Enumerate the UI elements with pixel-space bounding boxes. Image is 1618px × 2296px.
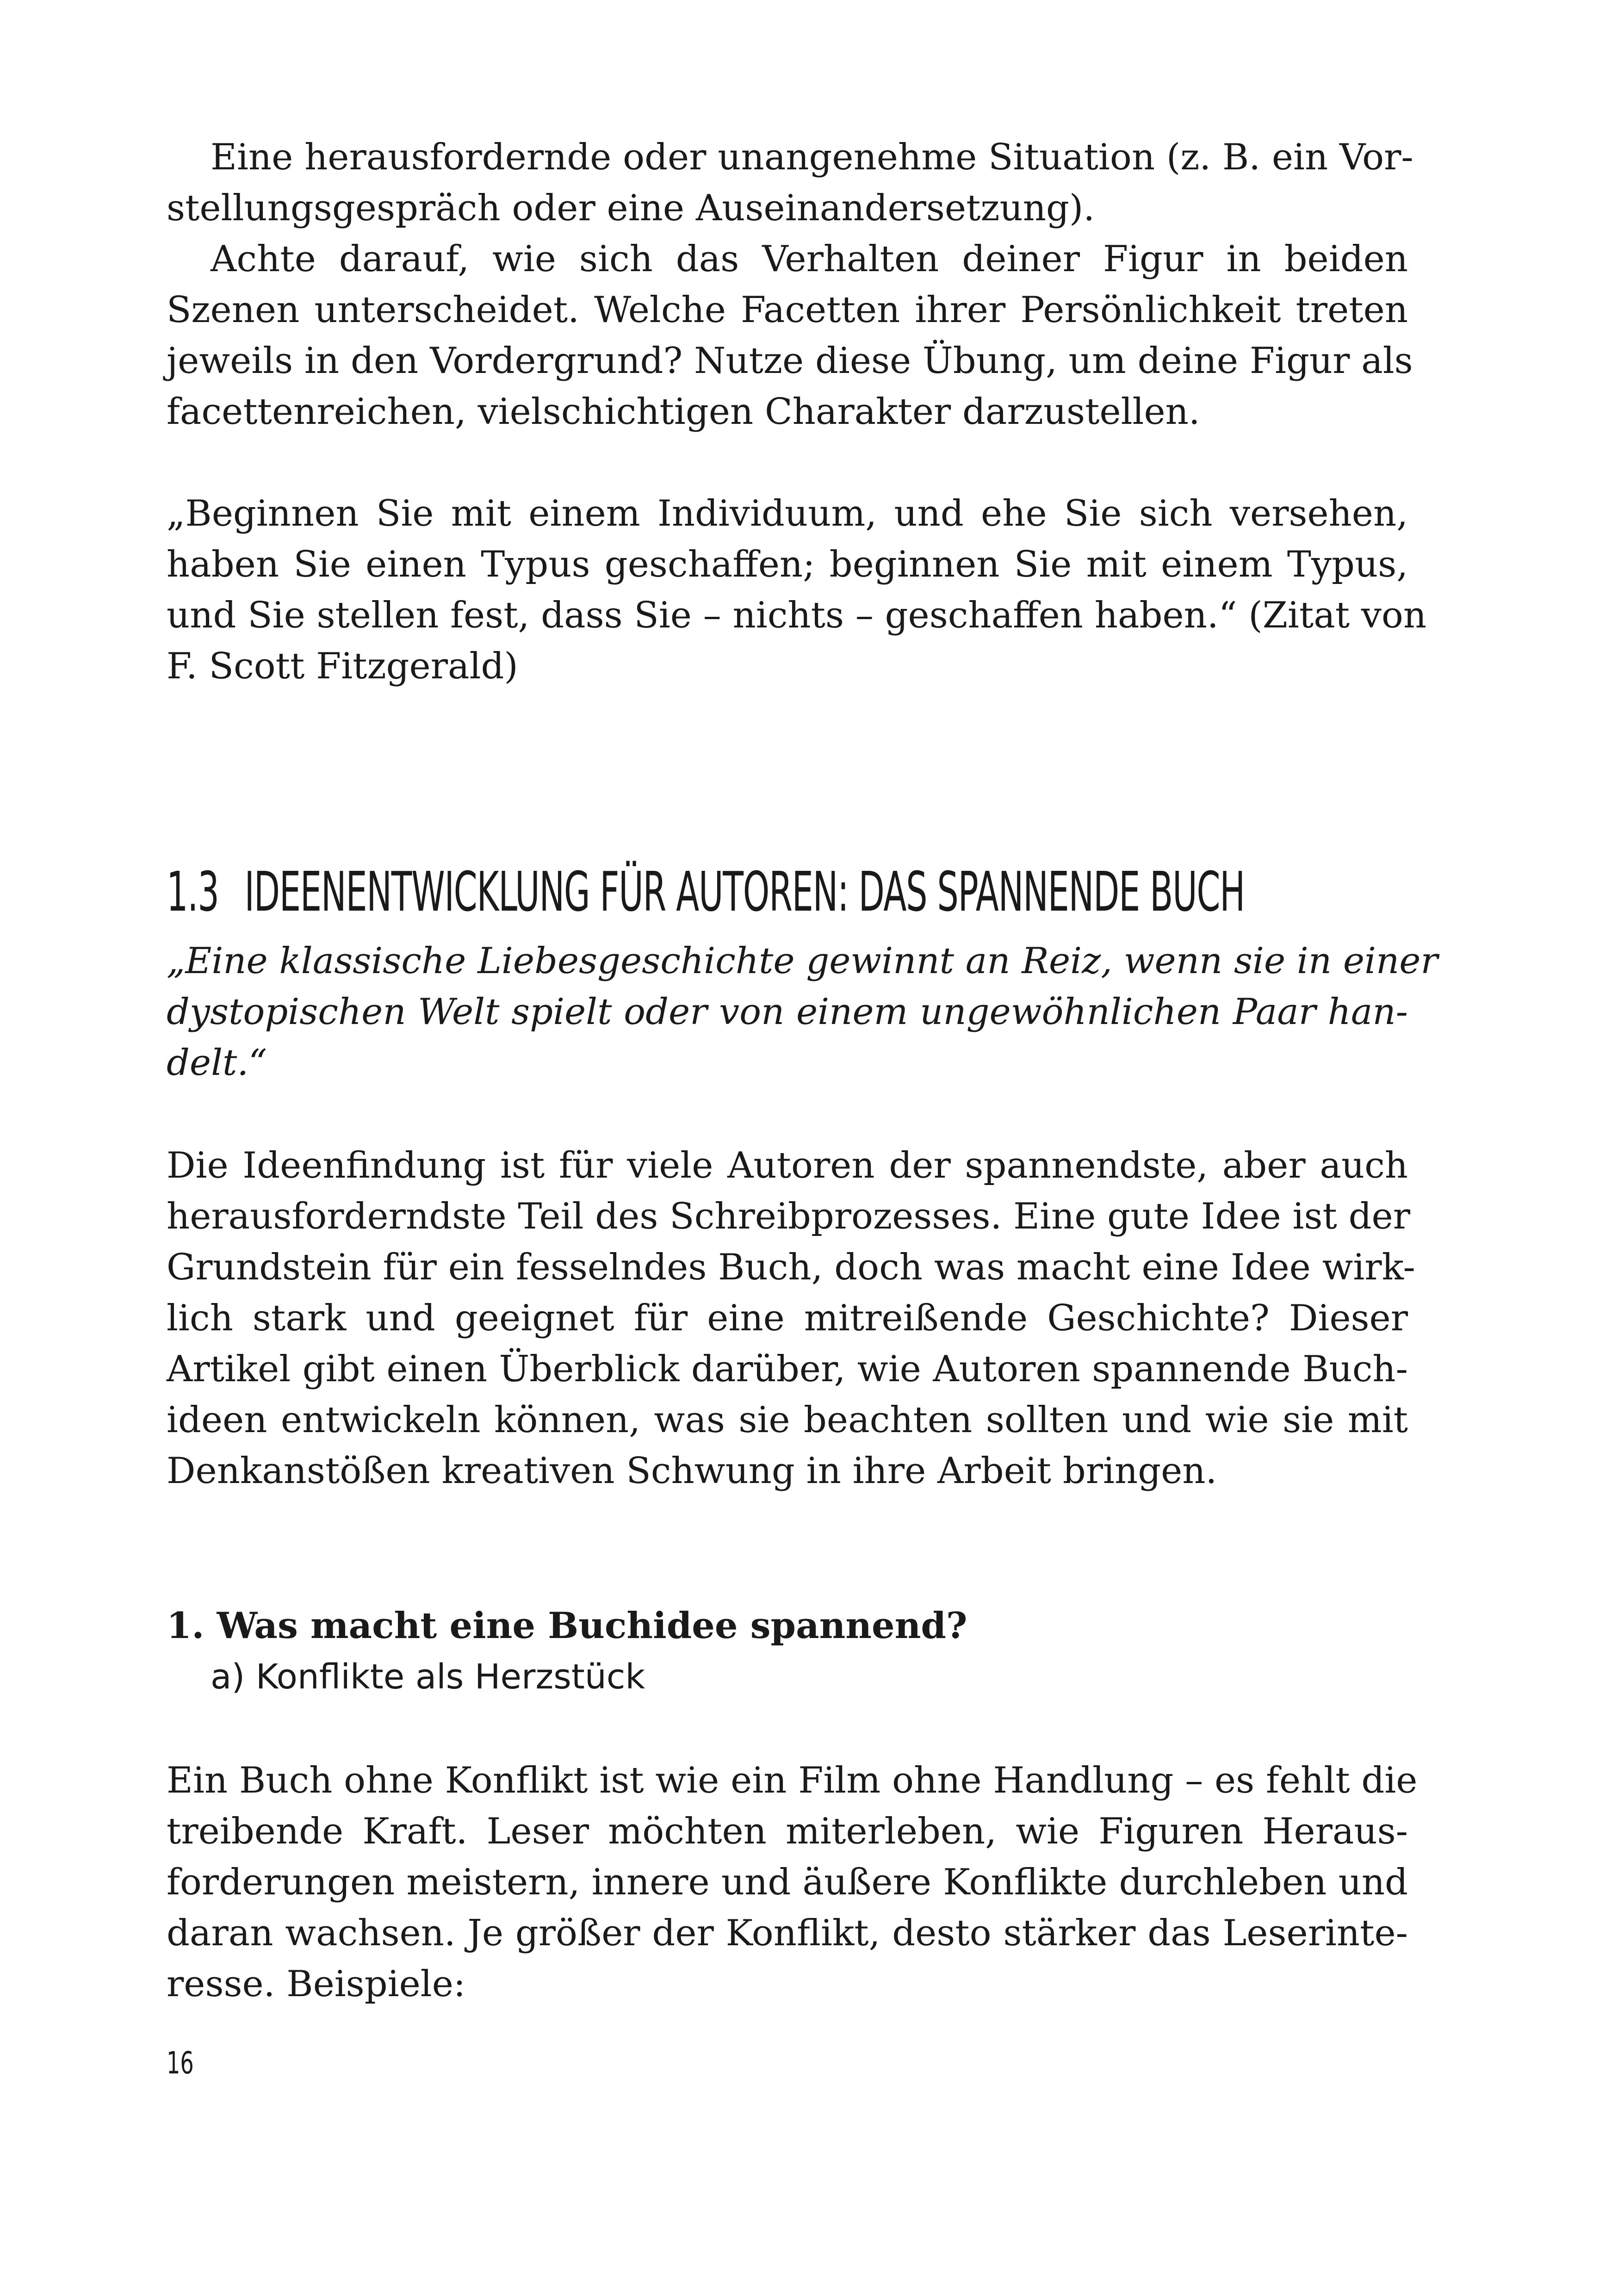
text-line: daran wachsen. Je größer der Konflikt, desto stärker das Leserinte- — [167, 1912, 1408, 1954]
text-line: stellungsgespräch oder eine Auseinandersetzung). — [167, 187, 1095, 229]
text-line: Szenen unterscheidet. Welche Facetten ihrer Persönlichkeit treten — [167, 289, 1408, 331]
text-line: haben Sie einen Typus geschaffen; beginnen Sie mit einem Typus, — [167, 544, 1408, 585]
section-title: IDEENENTWICKLUNG FÜR AUTOREN: DAS SPANNENDE BUCH — [244, 860, 1245, 924]
text-line: resse. Beispiele: — [167, 1963, 466, 2005]
paragraph-intro — [167, 1140, 1415, 1496]
text-line: „Beginnen Sie mit einem Individuum, und ehe Sie sich versehen, — [167, 493, 1408, 534]
paragraph-exercise — [167, 132, 1413, 437]
text-line: Eine herausfordernde oder unangenehme Situation (z. B. ein Vor- — [211, 137, 1413, 178]
text-line: Ein Buch ohne Konflikt ist wie ein Film ohne Handlung – es fehlt die — [167, 1760, 1418, 1801]
text-line: Artikel gibt einen Überblick darüber, wie Autoren spannende Buch- — [167, 1348, 1408, 1390]
text-line: Achte darauf, wie sich das Verhalten deiner Figur in beiden — [211, 238, 1408, 280]
text-line: Die Ideenfindung ist für viele Autoren der spannendste, aber auch — [167, 1145, 1408, 1186]
subpoint-label: a) Konflikte als Herzstück — [211, 1657, 645, 1697]
text-line: treibende Kraft. Leser möchten miterleben, wie Figuren Heraus- — [167, 1811, 1408, 1852]
paragraph-conflict — [167, 1755, 1418, 2010]
epigraph — [167, 936, 1438, 1088]
subsection — [167, 1601, 1408, 1702]
section-heading — [167, 860, 1245, 924]
text-line: „Eine klassische Liebesgeschichte gewinnt an Reiz, wenn sie in einer — [167, 940, 1438, 982]
text-line: delt.“ — [167, 1042, 267, 1084]
text-line: und Sie stellen fest, dass Sie – nichts – geschaffen haben.“ (Zitat von — [167, 595, 1427, 636]
text-line: facettenreichen, vielschichtigen Charakter darzustellen. — [167, 391, 1200, 433]
subsection-heading: 1. Was macht eine Buchidee spannend? — [167, 1605, 967, 1647]
text-line: forderungen meistern, innere und äußere Konflikte durchleben und — [167, 1862, 1408, 1903]
text-line: Grundstein für ein fesselndes Buch, doch was macht eine Idee wirk- — [167, 1247, 1415, 1288]
text-line: herausforderndste Teil des Schreibprozesses. Eine gute Idee ist der — [167, 1196, 1410, 1237]
section-number: 1.3 — [167, 860, 219, 924]
text-line: jeweils in den Vordergrund? Nutze diese Übung, um deine Figur als — [167, 340, 1413, 382]
text-line: lich stark und geeignet für eine mitreißende Geschichte? Dieser — [167, 1297, 1408, 1339]
text-line: dystopischen Welt spielt oder von einem ungewöhnlichen Paar han- — [167, 991, 1408, 1033]
text-line: ideen entwickeln können, was sie beachten sollten und wie sie mit — [167, 1399, 1408, 1441]
fitzgerald-quote — [167, 488, 1427, 692]
page-number: 16 — [167, 2045, 194, 2081]
text-line: F. Scott Fitzgerald) — [167, 645, 518, 687]
text-line: Denkanstößen kreativen Schwung in ihre Arbeit bringen. — [167, 1450, 1217, 1492]
